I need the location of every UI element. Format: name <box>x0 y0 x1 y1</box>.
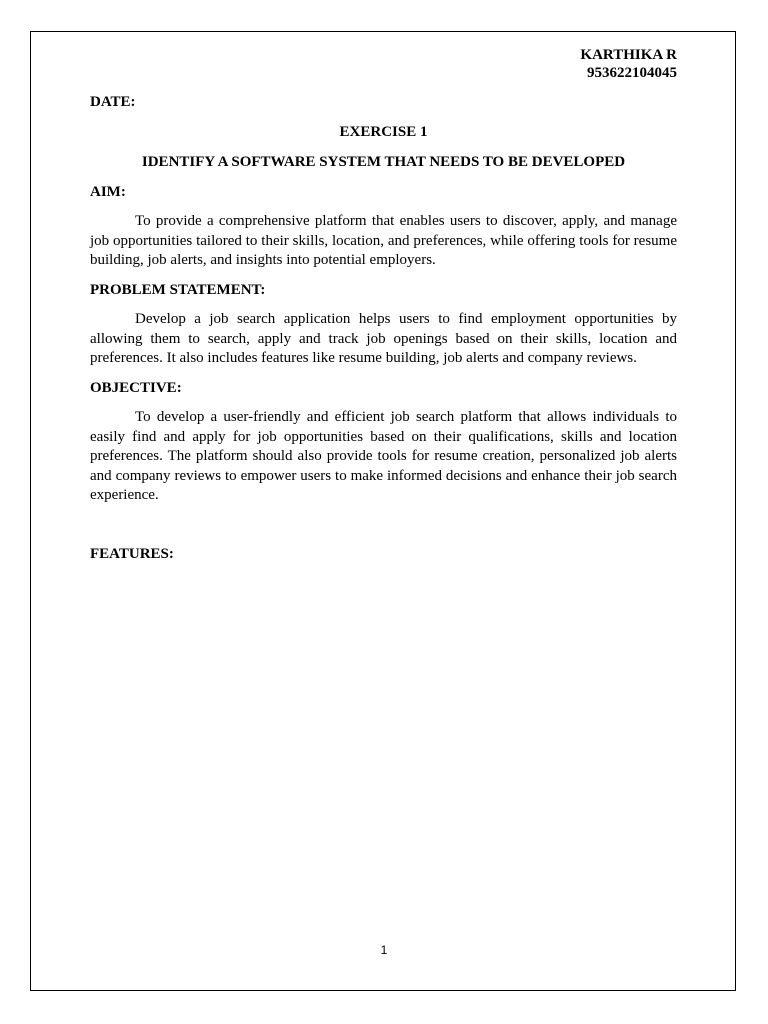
author-header <box>90 46 677 82</box>
exercise-title: EXERCISE 1 <box>339 123 428 140</box>
objective-heading: OBJECTIVE: <box>90 379 182 396</box>
page-number: 1 <box>380 943 388 957</box>
aim-paragraph: To provide a comprehensive platform that enables users to discover, apply, and manage job opportunities tailored to their skills, location, and preferences, while offering tools for resume building, job alerts, and insights into potential employers. <box>90 213 677 268</box>
author-name: KARTHIKA R <box>580 47 677 63</box>
document-content <box>90 46 677 564</box>
date-label: DATE: <box>90 94 136 110</box>
exercise-subtitle: IDENTIFY A SOFTWARE SYSTEM THAT NEEDS TO BE DEVELOPED <box>141 154 626 170</box>
aim-heading: AIM: <box>90 183 126 200</box>
features-heading: FEATURES: <box>90 545 174 562</box>
roll-number: 953622104045 <box>587 65 677 81</box>
objective-paragraph: To develop a user-friendly and efficient job search platform that allows individuals to easily find and apply for job opportunities based on their qualifications, skills and location preferences. The platform should also provide tools for resume creation, personalized job alerts and company reviews to empower users to make informed decisions and enhance their job search experience. <box>90 409 677 503</box>
problem-statement-heading: PROBLEM STATEMENT: <box>90 281 266 298</box>
problem-statement-paragraph: Develop a job search application helps users to find employment opportunities by allowing them to search, apply and track job openings based on their skills, location and preferences. It also includes features like resume building, job alerts and company reviews. <box>90 311 677 366</box>
